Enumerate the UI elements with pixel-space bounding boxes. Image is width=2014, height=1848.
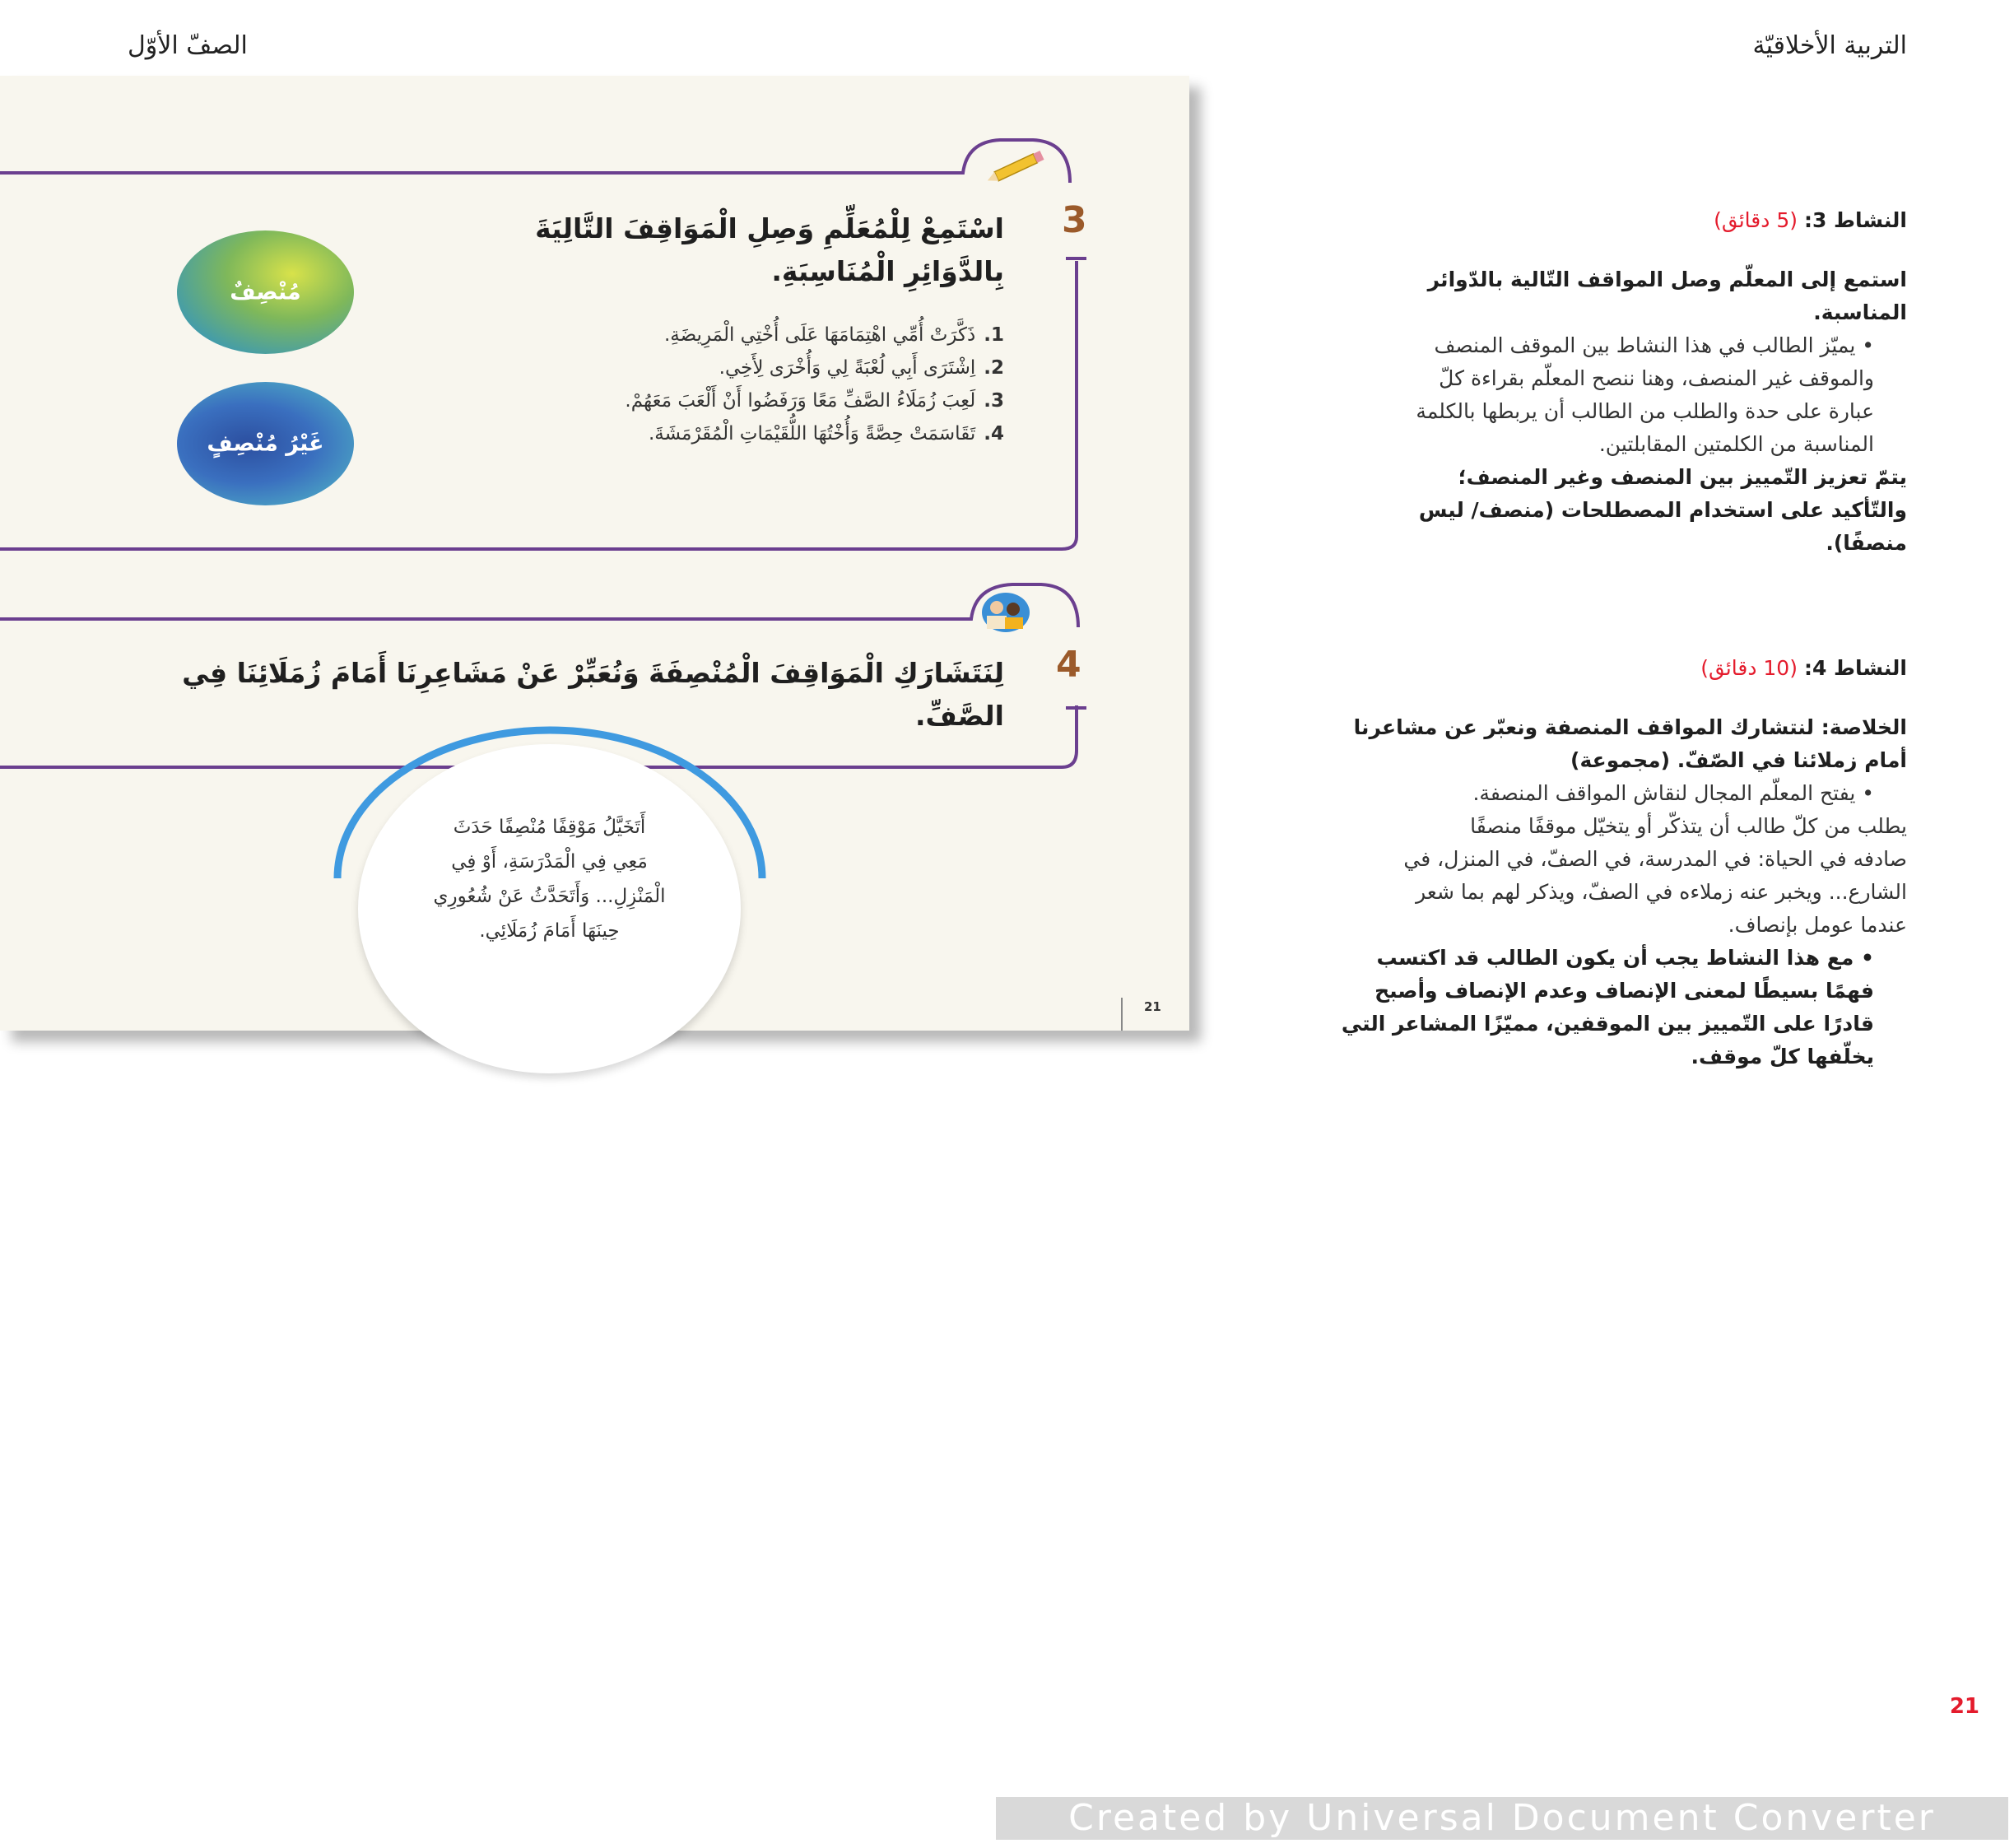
activity4-guide: النشاط 4: (10 دقائق) الخلاصة: لنتشارك المواقف المنصفة ونعبّر عن مشاعرنا أمام زملائنا في الصّفّ. (مجموعة) • يفتح المعلّم المجال لنقاش المواقف المنصفة. يطلب من كلّ طالب أن يتذكّر أو يتخيّل موقفًا منصفًا صادفه في الحياة: في المدرسة، في الصفّ، في المنزل، في الشارع... ويخبر عنه زملاءه في الصفّ، ويذكر لهم بما شعر عندما عومل بإنصاف. • مع هذا النشاط يجب أن يكون الطالب قد اكتسب فهمًا بسيطًا لمعنى الإنصاف وعدم الإنصاف وأصبح قادرًا على التّمييز بين الموقفين، مميّزًا المشاعر التي يخلّفها كلّ موقف. — [1183, 652, 1907, 1073]
grade-header: الصفّ الأوّل — [128, 31, 248, 60]
activity4-bullet1: • يفتح المعلّم المجال لنقاش المواقف المنصفة. — [1472, 781, 1874, 805]
watermark-banner: Created by Universal Document Converter — [996, 1797, 2008, 1840]
unfair-circle-label: غَيْرُ مُنْصِفٍ — [207, 431, 324, 457]
textbook-page — [0, 76, 1189, 1031]
activity4-bullet2: • مع هذا النشاط يجب أن يكون الطالب قد اكتسب فهمًا بسيطًا لمعنى الإنصاف وعدم الإنصاف وأصبح قادرًا على التّمييز بين الموقفين، مميّزًا المشاعر التي يخلّفها كلّ موقف. — [1341, 946, 1874, 1068]
list-item: 4.تَقَاسَمَتْ حِصَّةً وَأُخْتُهَا اللُّقَيْمَاتِ الْمُقَرْمَشَةَ. — [648, 423, 1004, 445]
activity3-items — [329, 319, 1004, 450]
activity3-number: 3 — [1062, 199, 1087, 241]
activity4-number: 4 — [1056, 644, 1081, 686]
activity3-label: النشاط 3: — [1803, 208, 1907, 232]
activity3-guide: النشاط 3: (5 دقائق) استمع إلى المعلّم وصل المواقف التّالية بالدّوائر المناسبة. • يميّز الطالب في هذا النشاط بين الموقف المنصف والموقف غير المنصف، وهنا ننصح المعلّم بقراءة كلّ عبارة على حدة والطلب من الطالب أن يربطها بالكلمة المناسبة من الكلمتين المقابلتين. يتمّ تعزيز التّمييز بين المنصف وغير المنصف؛ والتّأكيد على استخدام المصطلحات (منصف/ ليس منصفًا). — [1207, 204, 1907, 560]
activity4-summary: الخلاصة: لنتشارك المواقف المنصفة ونعبّر عن مشاعرنا — [1353, 715, 1907, 739]
activity4-label: النشاط 4: — [1803, 656, 1907, 680]
activity3-time: (5 دقائق) — [1714, 208, 1798, 232]
activity3-title-line2: بِالدَّوَائِرِ الْمُنَاسِبَةِ. — [771, 255, 1004, 287]
activity4-paragraph: يطلب من كلّ طالب أن يتذكّر أو يتخيّل موقفًا منصفًا صادفه في الحياة: في المدرسة، في الصفّ، في المنزل، في الشارع... ويخبر عنه زملاءه في الصفّ، ويذكر لهم بما شعر عندما عومل بإنصاف. — [1403, 814, 1907, 937]
fair-circle-label: مُنْصِفٌ — [230, 279, 301, 305]
activity4-title-line1: لِنَتَشَارَكِ الْمَوَاقِفَ الْمُنْصِفَةَ وَنُعَبِّرْ عَنْ مَشَاعِرِنَا أَمَامَ زُمَلَائِنَا فِي — [182, 657, 1004, 689]
group-icon — [982, 593, 1030, 632]
book-page-number: 21 — [1144, 999, 1161, 1014]
activity3-bullet: • يميّز الطالب في هذا النشاط بين الموقف المنصف والموقف غير المنصف، وهنا ننصح المعلّم بقراءة كلّ عبارة على حدة والطلب من الطالب أن يربطها بالكلمة المناسبة من الكلمتين المقابلتين. — [1416, 333, 1874, 456]
activity3-title — [346, 207, 1004, 293]
list-item: 3.لَعِبَ زُمَلَاءُ الصَّفِّ مَعًا وَرَفَضُوا أَنْ أَلْعَبَ مَعَهُمْ. — [625, 390, 1004, 412]
bubble-text: أَتَخَيَّلُ مَوْقِفًا مُنْصِفًا حَدَثَ مَعِي فِي الْمَدْرَسَةِ، أَوْ فِي الْمَنْزِلِ... وَأَتَحَدَّثُ عَنْ شُعُورِي حِينَهَا أَمَامَ زُمَلَائِي. — [433, 817, 666, 942]
pencil-icon — [988, 148, 1049, 185]
subject-header: التربية الأخلاقيّة — [1752, 31, 1907, 60]
list-item: 1.ذَكَّرَتْ أُمِّي اهْتِمَامَهَا عَلَى أُخْتِي الْمَرِيضَةِ. — [663, 324, 1004, 346]
fair-circle[interactable] — [177, 230, 354, 354]
activity3-frame-top — [0, 140, 1070, 183]
activity4-frame-top — [0, 584, 1078, 627]
activity3-emphasis: يتمّ تعزيز التّمييز بين المنصف وغير المنصف؛ — [1458, 465, 1907, 489]
activity4-time: (10 دقائق) — [1700, 656, 1798, 680]
speech-bubble — [358, 744, 741, 1073]
list-item: 2.اِشْتَرَى أَبِي لُعْبَةً لِي وَأُخْرَى لِأَخِي. — [719, 357, 1004, 379]
page-number: 21 — [1949, 1694, 1979, 1719]
activity3-guide-title: استمع إلى المعلّم وصل المواقف التّالية بالدّوائر — [1427, 268, 1907, 291]
activity4-title-line2: الصَّفِّ. — [914, 700, 1004, 732]
unfair-circle[interactable] — [177, 382, 354, 505]
activity3-title-line1: اسْتَمِعْ لِلْمُعَلِّمِ وَصِلِ الْمَوَاقِفَ التَّالِيَةَ — [535, 212, 1004, 244]
